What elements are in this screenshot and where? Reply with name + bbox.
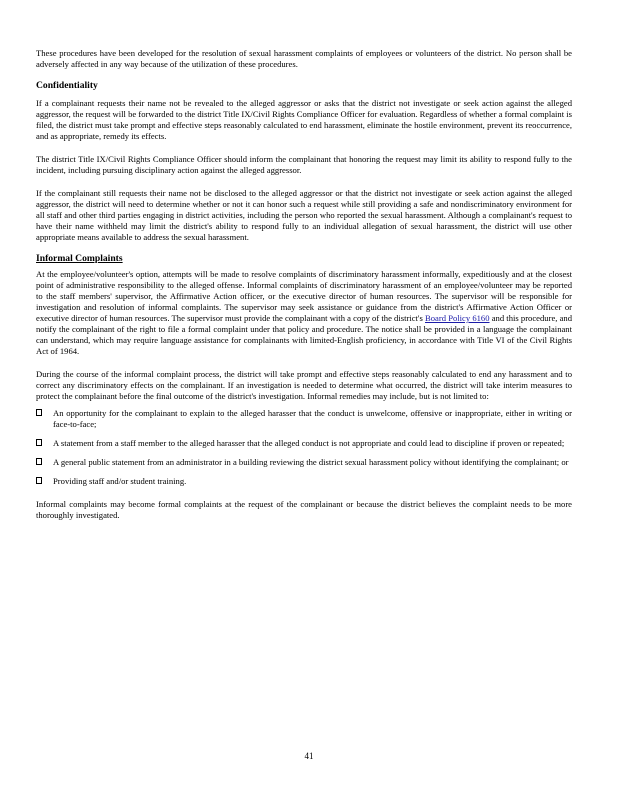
document-body: [36, 48, 572, 521]
bullet-box-icon: [36, 458, 42, 465]
confidentiality-paragraph-2: The district Title IX/Civil Rights Compliance Officer should inform the complainant that honoring the request may limit its ability to respond fully to the incident, including pursuing disciplinary action against the alleged aggressor.: [36, 154, 572, 175]
list-item: A general public statement from an administrator in a building reviewing the district sexual harassment policy without identifying the complainant; or: [36, 457, 572, 468]
informal-paragraph-1: [36, 269, 572, 357]
confidentiality-paragraph-1: If a complainant requests their name not be revealed to the alleged aggressor or asks that the district not investigate or seek action against the alleged aggressor, the request will be forwarded to the district Title IX/Civil Rights Compliance Officer for evaluation. Regardless of whether a formal complaint is filed, the district must take prompt and effective steps reasonably calculated to end harassment, eliminate the hostile environment, prevent its reoccurrence, and as appropriate, remedy its effects.: [36, 98, 572, 141]
page-number: 41: [304, 751, 314, 761]
informal-p1-text-after: and this procedure, and notify the complainant of the right to file a formal complaint under that policy and procedure. The notice shall be provided in a language the complainant can understand, which may require language assistance for complainants with limited-English proficiency, in accordance with Title VI of the Civil Rights Act of 1964.: [36, 313, 572, 356]
list-item: An opportunity for the complainant to explain to the alleged harasser that the conduct is unwelcome, offensive or inappropriate, either in writing or face-to-face;: [36, 408, 572, 430]
board-policy-link[interactable]: Board Policy 6160: [425, 313, 490, 323]
confidentiality-paragraph-3: If the complainant still requests their name not be disclosed to the alleged aggressor or that the district not investigate or seek action against the alleged aggressor, the district will need to determine whether or not it can honor such a request while still providing a safe and nondiscriminatory environment for all staff and other third parties engaging in district activities, including the person who reported the sexual harassment. Although a complainant's request to have their name withheld may limit the district's ability to respond fully to an individual allegation of sexual harassment, the district will use other appropriate means available to address the sexual harassment.: [36, 188, 572, 242]
informal-paragraph-2: During the course of the informal complaint process, the district will take prompt and effective steps reasonably calculated to end any harassment and to correct any discriminatory effects on the complainant. If an investigation is needed to determine what occurred, the district will take interim measures to protect the complainant before the final outcome of the district's investigation. Informal remedies may include, but is not limited to:: [36, 369, 572, 401]
list-item: Providing staff and/or student training.: [36, 476, 572, 487]
bullet-box-icon: [36, 477, 42, 484]
informal-complaints-heading: Informal Complaints: [36, 253, 123, 264]
bullet-box-icon: [36, 409, 42, 416]
remedies-list: [36, 408, 572, 487]
closing-paragraph: Informal complaints may become formal complaints at the request of the complainant or because the district believes the complaint needs to be more thoroughly investigated.: [36, 499, 572, 520]
informal-p1-text-before: At the employee/volunteer's option, attempts will be made to resolve complaints of discriminatory harassment informally, expeditiously and at the closest point of administrative responsibility to the alleged offense. Informal complaints of discriminatory harassment of an employee/volunteer may be reported to the staff members' supervisor, the Affirmative Action officer, or the executive director of human resources. The supervisor will be responsible for investigation and resolution of informal complaints. The supervisor may seek assistance or guidance from the district's Affirmative Action Officer or executive director of human resources. The supervisor must provide the complainant with a copy of the district's: [36, 269, 572, 323]
intro-paragraph: These procedures have been developed for the resolution of sexual harassment complaints of employees or volunteers of the district. No person shall be adversely affected in any way because of the utilization of these procedures.: [36, 48, 572, 69]
list-item: A statement from a staff member to the alleged harasser that the alleged conduct is not appropriate and could lead to discipline if proven or repeated;: [36, 438, 572, 449]
bullet-box-icon: [36, 439, 42, 446]
confidentiality-heading: Confidentiality: [36, 80, 98, 91]
